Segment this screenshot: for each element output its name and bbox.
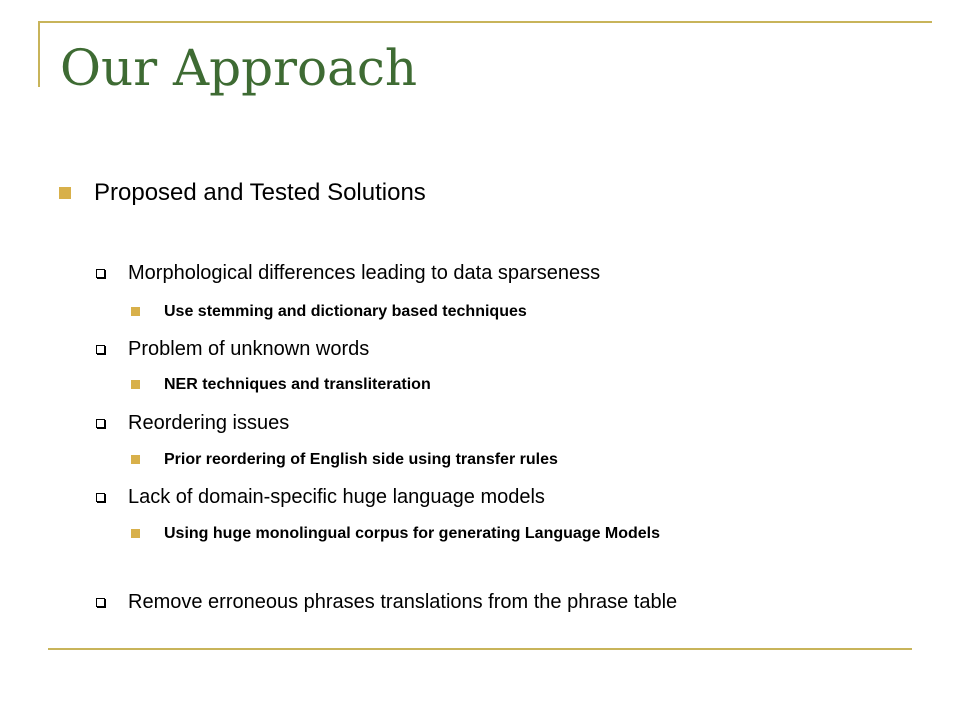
detail-bullet-text: Use stemming and dictionary based techniques: [164, 303, 527, 320]
frame-bottom-line: [48, 648, 912, 650]
detail-bullet-text: NER techniques and transliteration: [164, 376, 431, 393]
hollow-square-bullet-icon: [96, 419, 105, 428]
sub-bullet-3: [96, 410, 289, 436]
sub-bullet-text: Reordering issues: [128, 412, 290, 434]
detail-bullet-text: Using huge monolingual corpus for generating Language Models: [164, 525, 661, 542]
hollow-square-bullet-icon: [96, 598, 105, 607]
detail-bullet-3: [131, 448, 851, 472]
square-bullet-icon: [131, 380, 140, 389]
sub-bullet-4: [96, 484, 545, 510]
slide-title: Our Approach: [60, 39, 418, 97]
square-bullet-icon: [131, 529, 140, 538]
sub-bullet-5: [96, 589, 677, 615]
detail-bullet-1: [131, 300, 851, 324]
square-bullet-icon: [131, 455, 140, 464]
sub-bullet-text: Morphological differences leading to data sparseness: [128, 262, 601, 284]
sub-bullet-1: [96, 260, 600, 286]
frame-top-line: [40, 21, 932, 23]
detail-bullet-4: [131, 522, 851, 546]
hollow-square-bullet-icon: [96, 345, 105, 354]
main-bullet: [59, 178, 426, 208]
detail-bullet-2: [131, 373, 851, 397]
hollow-square-bullet-icon: [96, 493, 105, 502]
sub-bullet-text: Lack of domain-specific huge language models: [128, 486, 545, 508]
square-bullet-icon: [59, 187, 71, 199]
sub-bullet-text: Remove erroneous phrases translations from the phrase table: [128, 591, 678, 613]
square-bullet-icon: [131, 307, 140, 316]
main-bullet-text: Proposed and Tested Solutions: [94, 179, 426, 206]
sub-bullet-2: [96, 336, 369, 362]
sub-bullet-text: Problem of unknown words: [128, 338, 370, 360]
hollow-square-bullet-icon: [96, 269, 105, 278]
detail-bullet-text: Prior reordering of English side using transfer rules: [164, 451, 558, 468]
frame-left-line: [38, 21, 40, 87]
